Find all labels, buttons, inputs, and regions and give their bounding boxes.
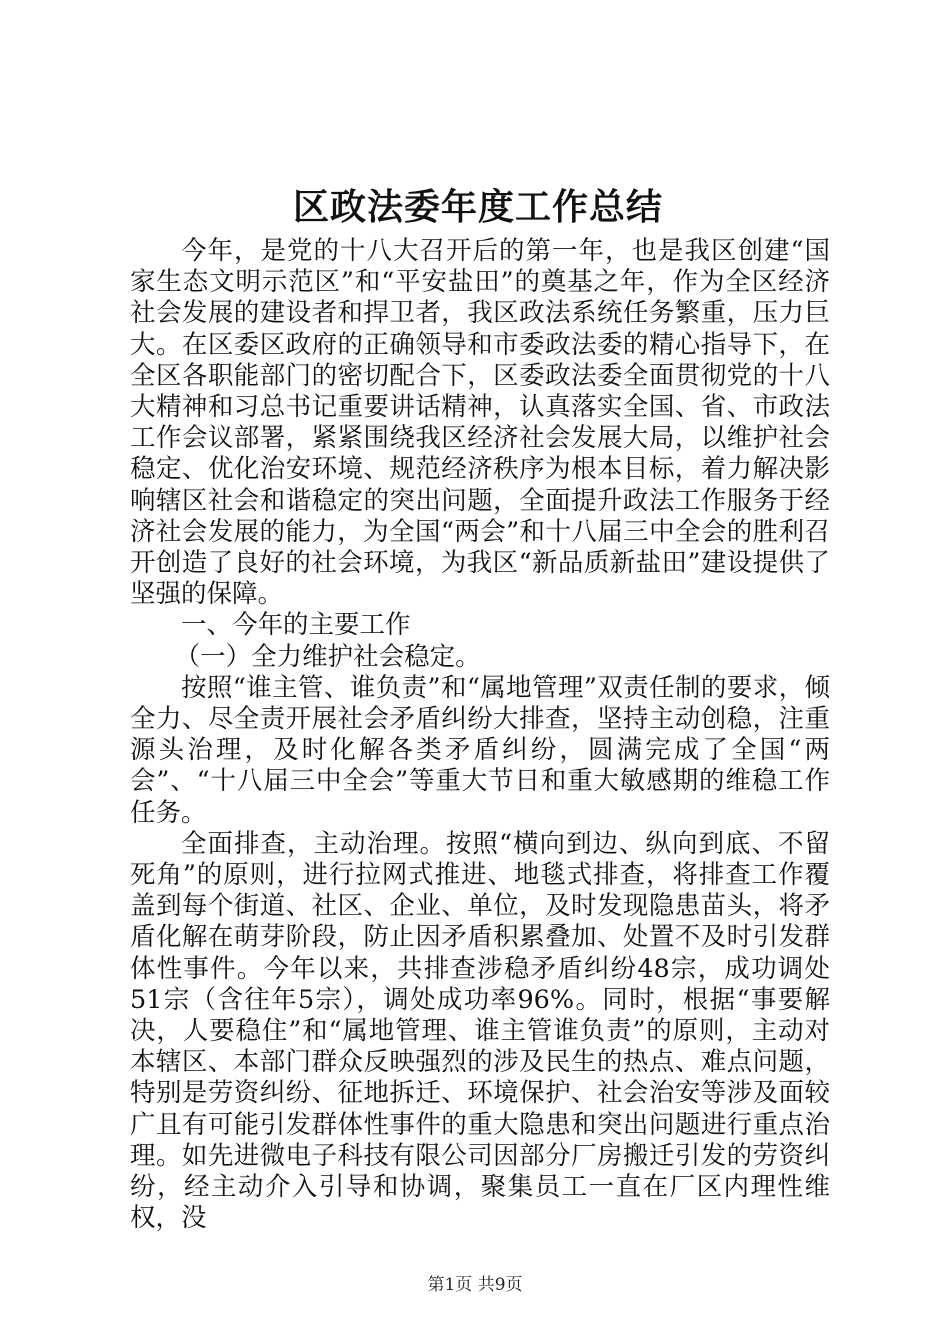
paragraph-responsibility: 按照“谁主管、谁负责”和“属地管理”双责任制的要求，倾全力、尽全责开展社会矛盾纠纷大排查，坚持主动创稳，注重源头治理，及时化解各类矛盾纠纷，圆满完成了全国“两会”、“十八届三中全会”等重大节日和重大敏感期的维稳工作任务。 bbox=[130, 672, 830, 828]
paragraph-intro: 今年，是党的十八大召开后的第一年，也是我区创建“国家生态文明示范区”和“平安盐田”的奠基之年，作为全区经济社会发展的建设者和捍卫者，我区政法系统任务繁重，压力巨大。在区委区政府的正确领导和市委政法委的精心指导下，在全区各职能部门的密切配合下，区委政法委全面贯彻党的十八大精神和习总书记重要讲话精神，认真落实全国、省、市政法工作会议部署，紧紧围绕我区经济社会发展大局，以维护社会稳定、优化治安环境、规范经济秩序为根本目标，着力解决影响辖区社会和谐稳定的突出问题，全面提升政法工作服务于经济社会发展的能力，为全国“两会”和十八届三中全会的胜利召开创造了良好的社会环境，为我区“新品质新盐田”建设提供了坚强的保障。 bbox=[130, 236, 830, 610]
paragraph-investigation: 全面排查，主动治理。按照“横向到边、纵向到底、不留死角”的原则，进行拉网式推进、地毯式排查，将排查工作覆盖到每个街道、社区、企业、单位，及时发现隐患苗头，将矛盾化解在萌芽阶段，防止因矛盾积累叠加、处置不及时引发群体性事件。今年以来，共排查涉稳矛盾纠纷48宗，成功调处51宗（含往年5宗），调处成功率96%。同时，根据“事要解决，人要稳住”和“属地管理、谁主管谁负责”的原则，主动对本辖区、本部门群众反映强烈的涉及民生的热点、难点问题，特别是劳资纠纷、征地拆迁、环境保护、社会治安等涉及面较广且有可能引发群体性事件的重大隐患和突出问题进行重点治理。如先进微电子科技有限公司因部分厂房搬迁引发的劳资纠纷，经主动介入引导和协调，聚集员工一直在厂区内理性维权，没 bbox=[130, 828, 830, 1234]
section-heading-main-work: 一、今年的主要工作 bbox=[181, 610, 411, 641]
document-title: 区政法委年度工作总结 bbox=[292, 186, 663, 228]
document-body bbox=[130, 236, 830, 1235]
subsection-heading-stability: （一）全力维护社会稳定。 bbox=[174, 641, 481, 672]
page-number-footer: 第1页 共9页 bbox=[427, 1275, 523, 1295]
